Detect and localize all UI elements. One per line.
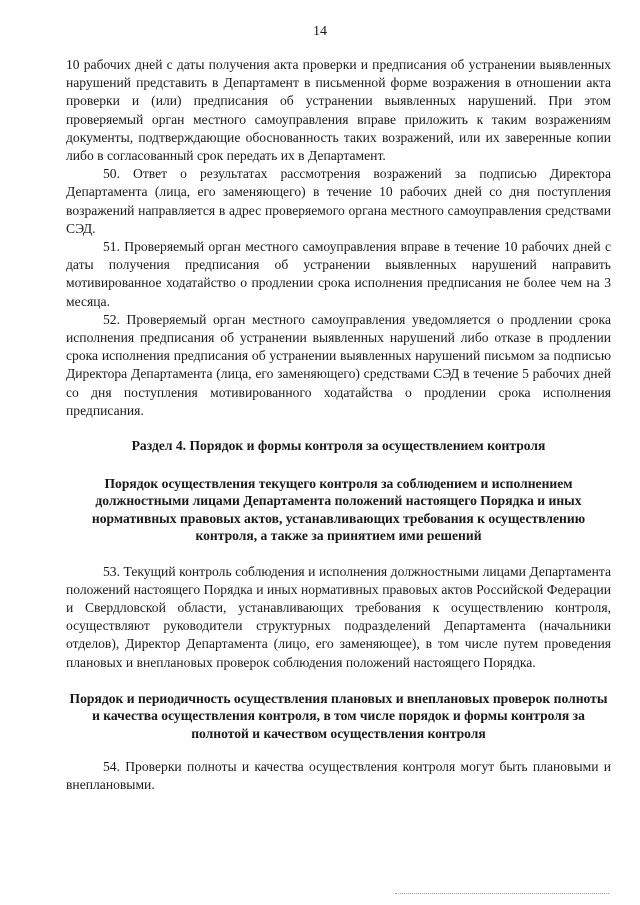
subheading-inspections: Порядок и периодичность осуществления плановых и внеплановых проверок полноты и качества осуществления контроля, в том числе порядок и формы контроля за полнотой и качеством осуществления контроля	[69, 690, 608, 741]
paragraph-54: 54. Проверки полноты и качества осуществления контроля могут быть плановыми и внеплановыми.	[66, 759, 611, 793]
page-number: 14	[313, 24, 327, 39]
spacer	[66, 742, 611, 758]
subheading-current-control: Порядок осуществления текущего контроля за соблюдением и исполнением должностными лицами Департамента положений настоящего Порядка и иных нормативных правовых актов, устанавливающих требования к осуществлению контроля, а также за принятием ими решений	[91, 475, 586, 544]
spacer	[66, 455, 611, 475]
spacer	[66, 545, 611, 563]
spacer	[66, 672, 611, 690]
paragraph-49-continuation: 10 рабочих дней с даты получения акта проверки и предписания об устранении выявленных нарушений представить в Департамент в письменной форме возражения в отношении акта проверки и (или) предписания об устранении выявленных нарушений. При этом проверяемый орган местного самоуправления вправе приложить к таким возражениям документы, подтверждающие обоснованность таких возражений, или их заверенные копии либо в согласованный срок передать их в Департамент.	[66, 57, 611, 164]
paragraph-51: 51. Проверяемый орган местного самоуправления вправе в течение 10 рабочих дней с даты получения предписания об устранении выявленных нарушений направить мотивированное ходатайство о продлении срока исполнения предписания не более чем на 3 месяца.	[66, 239, 611, 309]
paragraph-52: 52. Проверяемый орган местного самоуправления уведомляется о продлении срока исполнения предписания об устранении выявленных нарушений либо отказе в продлении срока исполнения предписания об устранении выявленных нарушений письмом за подписью Директора Департамента (лица, его заменяющего) средствами СЭД в течение 5 рабочих дней со дня поступления мотивированного ходатайства о продлении срока исполнения предписания.	[66, 311, 611, 418]
paragraph-53: 53. Текущий контроль соблюдения и исполнения должностными лицами Департамента положений настоящего Порядка и иных нормативных правовых актов Российской Федерации и Свердловской области, устанавливающих требования к осуществлению контроля, осуществляют руководители структурных подразделений Департамента (начальники отделов), Директор Департамента (лицо, его заменяющее), в том числе путем проведения плановых и внеплановых проверок соблюдения положений настоящего Порядка.	[66, 563, 611, 670]
document-body	[66, 56, 611, 795]
section-heading: Раздел 4. Порядок и формы контроля за осуществлением контроля	[131, 438, 546, 454]
paragraph-50: 50. Ответ о результатах рассмотрения возражений за подписью Директора Департамента (лица, его заменяющего) в течение 10 рабочих дней со дня поступления возражений направляется в адрес проверяемого органа местного самоуправления средствами СЭД.	[66, 166, 611, 236]
dotted-rule	[395, 893, 609, 894]
spacer	[66, 420, 611, 437]
